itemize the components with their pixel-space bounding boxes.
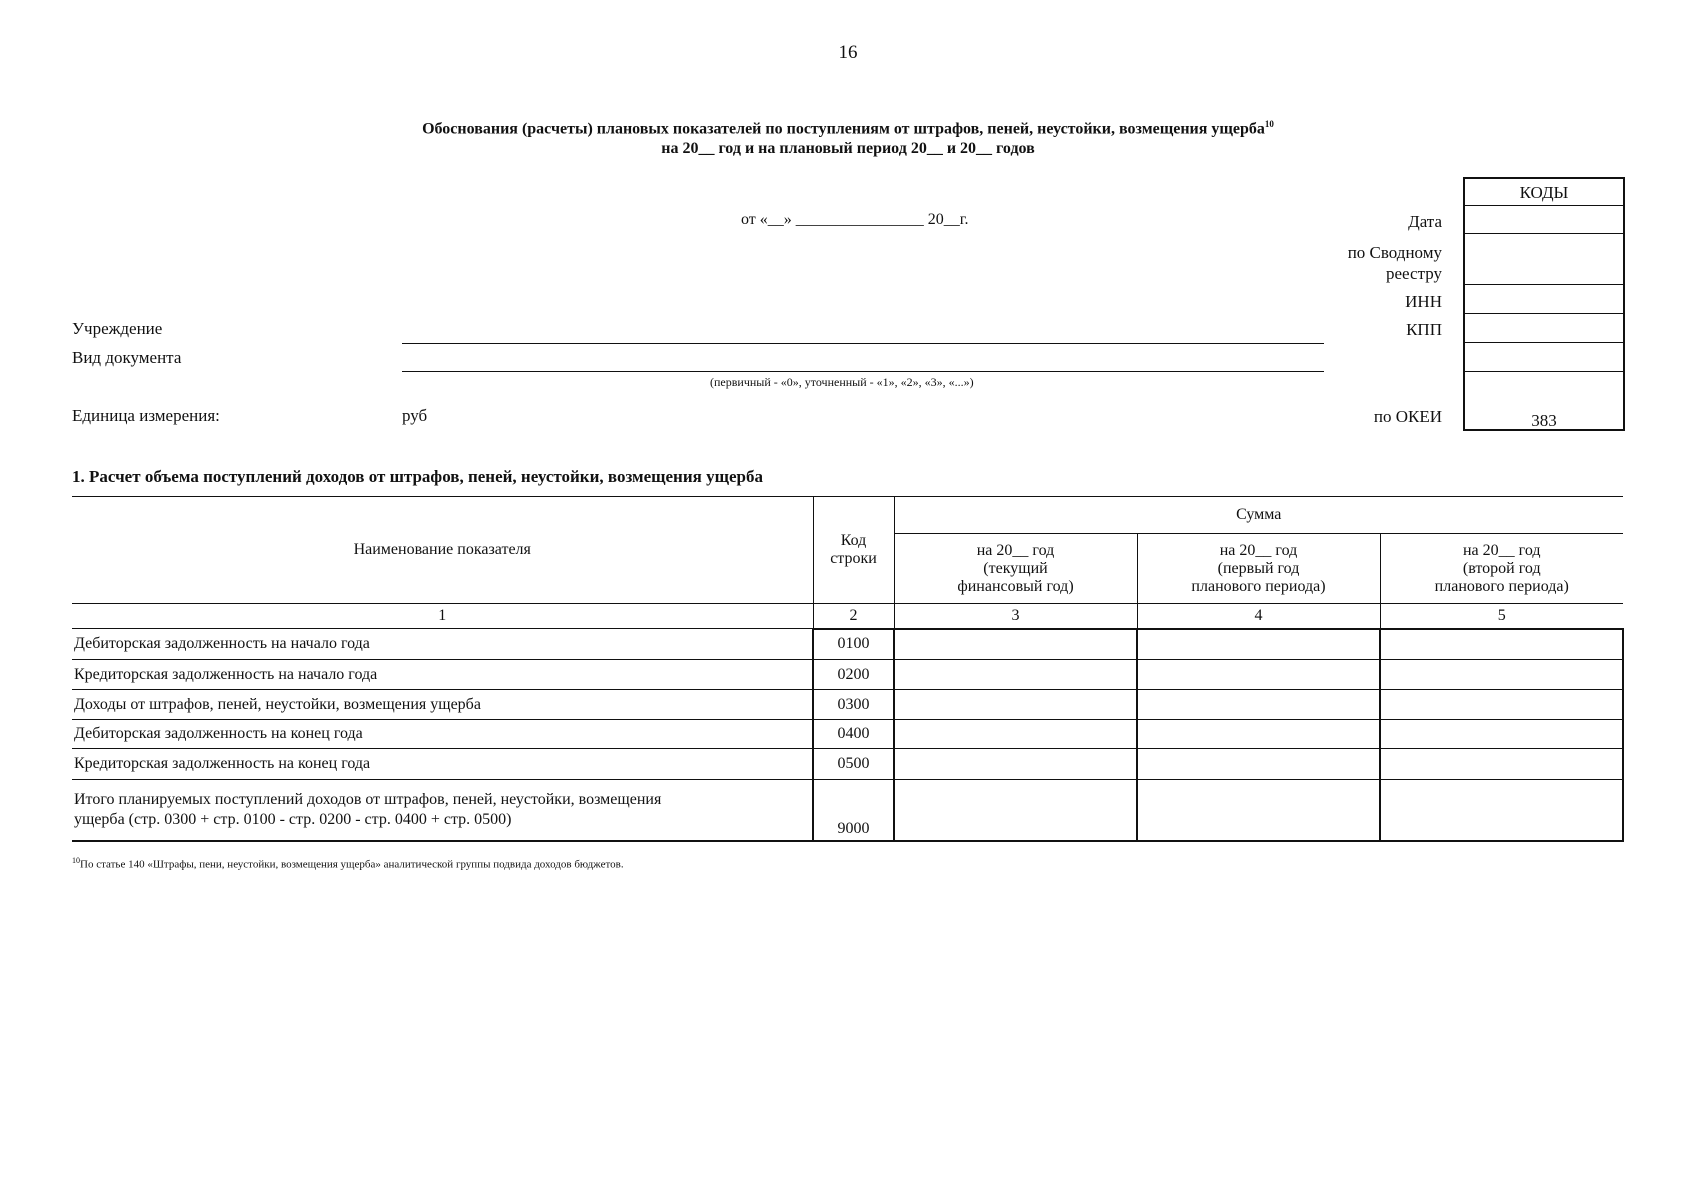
codes-box: [1463, 177, 1625, 431]
codes-doctype-cell[interactable]: [1465, 343, 1623, 372]
header-year-1-l1: на 20__ год: [976, 541, 1055, 559]
codes-registry-cell[interactable]: [1465, 234, 1623, 285]
row-name: Дебиторская задолженность на конец года: [72, 720, 813, 749]
registry-label-2: реестру: [1386, 264, 1442, 283]
row-code: 0200: [813, 660, 894, 690]
document-subtitle: на 20__ год и на плановый период 20__ и 20__ годов: [661, 140, 1035, 157]
row-sum-year-2[interactable]: [1137, 749, 1380, 780]
institution-label: Учреждение: [72, 319, 163, 338]
header-code-line1: Код: [840, 532, 867, 549]
header-year-3: [1380, 534, 1623, 604]
header-name: Наименование показателя: [72, 497, 813, 604]
row-sum-year-3[interactable]: [1380, 660, 1623, 690]
total-sum-year-1[interactable]: [894, 780, 1137, 841]
header-year-1: [894, 534, 1137, 604]
total-row: [72, 780, 1623, 841]
row-sum-year-1[interactable]: [894, 749, 1137, 780]
row-code: 0500: [813, 749, 894, 780]
row-sum-year-3[interactable]: [1380, 629, 1623, 660]
table-row: [72, 749, 1623, 780]
date-label: Дата: [1408, 212, 1442, 231]
row-sum-year-2[interactable]: [1137, 690, 1380, 720]
row-name: Доходы от штрафов, пеней, неустойки, возмещения ущерба: [72, 690, 813, 720]
table-row: [72, 660, 1623, 690]
document-title-line1: Обоснования (расчеты) плановых показателей по поступлениям от штрафов, пеней, неустойки, возмещения ущерба: [422, 120, 1265, 138]
column-number-2: 2: [813, 604, 894, 629]
inn-label: ИНН: [1405, 292, 1442, 311]
doc-type-field[interactable]: [402, 371, 1324, 372]
total-code: 9000: [813, 780, 894, 841]
income-calculation-table: [72, 496, 1624, 842]
codes-kpp-cell[interactable]: [1465, 314, 1623, 343]
row-code: 0300: [813, 690, 894, 720]
okei-code-value: 383: [1531, 411, 1557, 430]
footnote-mark: 10: [72, 856, 80, 865]
column-number-5: 5: [1380, 604, 1623, 629]
footnote: [72, 856, 624, 871]
section-title: 1. Расчет объема поступлений доходов от штрафов, пеней, неустойки, возмещения ущерба: [72, 467, 763, 486]
unit-value: руб: [402, 406, 428, 425]
header-year-2: [1137, 534, 1380, 604]
row-sum-year-3[interactable]: [1380, 749, 1623, 780]
codes-inn-cell[interactable]: [1465, 285, 1623, 314]
column-number-3: 3: [894, 604, 1137, 629]
row-sum-year-2[interactable]: [1137, 660, 1380, 690]
row-code: 0400: [813, 720, 894, 749]
table-row: [72, 629, 1623, 660]
registry-label-1: по Сводному: [1347, 243, 1442, 262]
doc-type-hint: (первичный - «0», уточненный - «1», «2», «3», «...»): [710, 375, 974, 389]
page-number: 16: [838, 42, 858, 63]
header-year-2-l1: на 20__ год: [1219, 541, 1298, 559]
row-sum-year-1[interactable]: [894, 629, 1137, 660]
row-sum-year-2[interactable]: [1137, 629, 1380, 660]
codes-date-cell[interactable]: [1465, 205, 1623, 234]
header-year-1-l2: (текущий: [983, 559, 1048, 577]
row-code: 0100: [813, 629, 894, 660]
table-row: [72, 720, 1623, 749]
row-sum-year-1[interactable]: [894, 690, 1137, 720]
total-sum-year-3[interactable]: [1380, 780, 1623, 841]
document-title: [0, 119, 1696, 138]
date-line: от «__» ________________ 20__г.: [741, 211, 969, 228]
column-number-1: 1: [72, 604, 813, 629]
total-name-line2: ущерба (стр. 0300 + стр. 0100 - стр. 0200 - стр. 0400 + стр. 0500): [74, 810, 512, 828]
total-name-line1: Итого планируемых поступлений доходов от штрафов, пеней, неустойки, возмещения: [74, 790, 662, 808]
header-year-1-l3: финансовый год): [957, 577, 1074, 595]
header-code-line2: строки: [830, 550, 877, 567]
footnote-text: По статье 140 «Штрафы, пени, неустойки, возмещения ущерба» аналитической группы подвида доходов бюджетов.: [80, 858, 624, 871]
row-sum-year-1[interactable]: [894, 720, 1137, 749]
column-number-4: 4: [1137, 604, 1380, 629]
doc-type-label: Вид документа: [72, 348, 182, 367]
row-sum-year-2[interactable]: [1137, 720, 1380, 749]
unit-label: Единица измерения:: [72, 406, 220, 425]
row-name: Кредиторская задолженность на начало года: [72, 660, 813, 690]
kpp-label: КПП: [1406, 320, 1442, 339]
row-sum-year-3[interactable]: [1380, 720, 1623, 749]
footnote-ref: 10: [1264, 119, 1274, 129]
row-name: Дебиторская задолженность на начало года: [72, 629, 813, 660]
institution-field[interactable]: [402, 343, 1324, 344]
okei-label: по ОКЕИ: [1373, 407, 1442, 426]
header-year-3-l1: на 20__ год: [1462, 541, 1541, 559]
header-code: [813, 497, 894, 604]
total-sum-year-2[interactable]: [1137, 780, 1380, 841]
row-sum-year-3[interactable]: [1380, 690, 1623, 720]
header-year-3-l2: (второй год: [1462, 559, 1541, 577]
codes-header: КОДЫ: [1465, 179, 1623, 206]
header-year-2-l3: планового периода): [1191, 577, 1326, 595]
total-name: [72, 780, 813, 841]
table-row: [72, 690, 1623, 720]
header-sum: Сумма: [894, 497, 1623, 534]
header-year-3-l3: планового периода): [1434, 577, 1569, 595]
row-name: Кредиторская задолженность на конец года: [72, 749, 813, 780]
header-year-2-l2: (первый год: [1217, 559, 1300, 577]
row-sum-year-1[interactable]: [894, 660, 1137, 690]
